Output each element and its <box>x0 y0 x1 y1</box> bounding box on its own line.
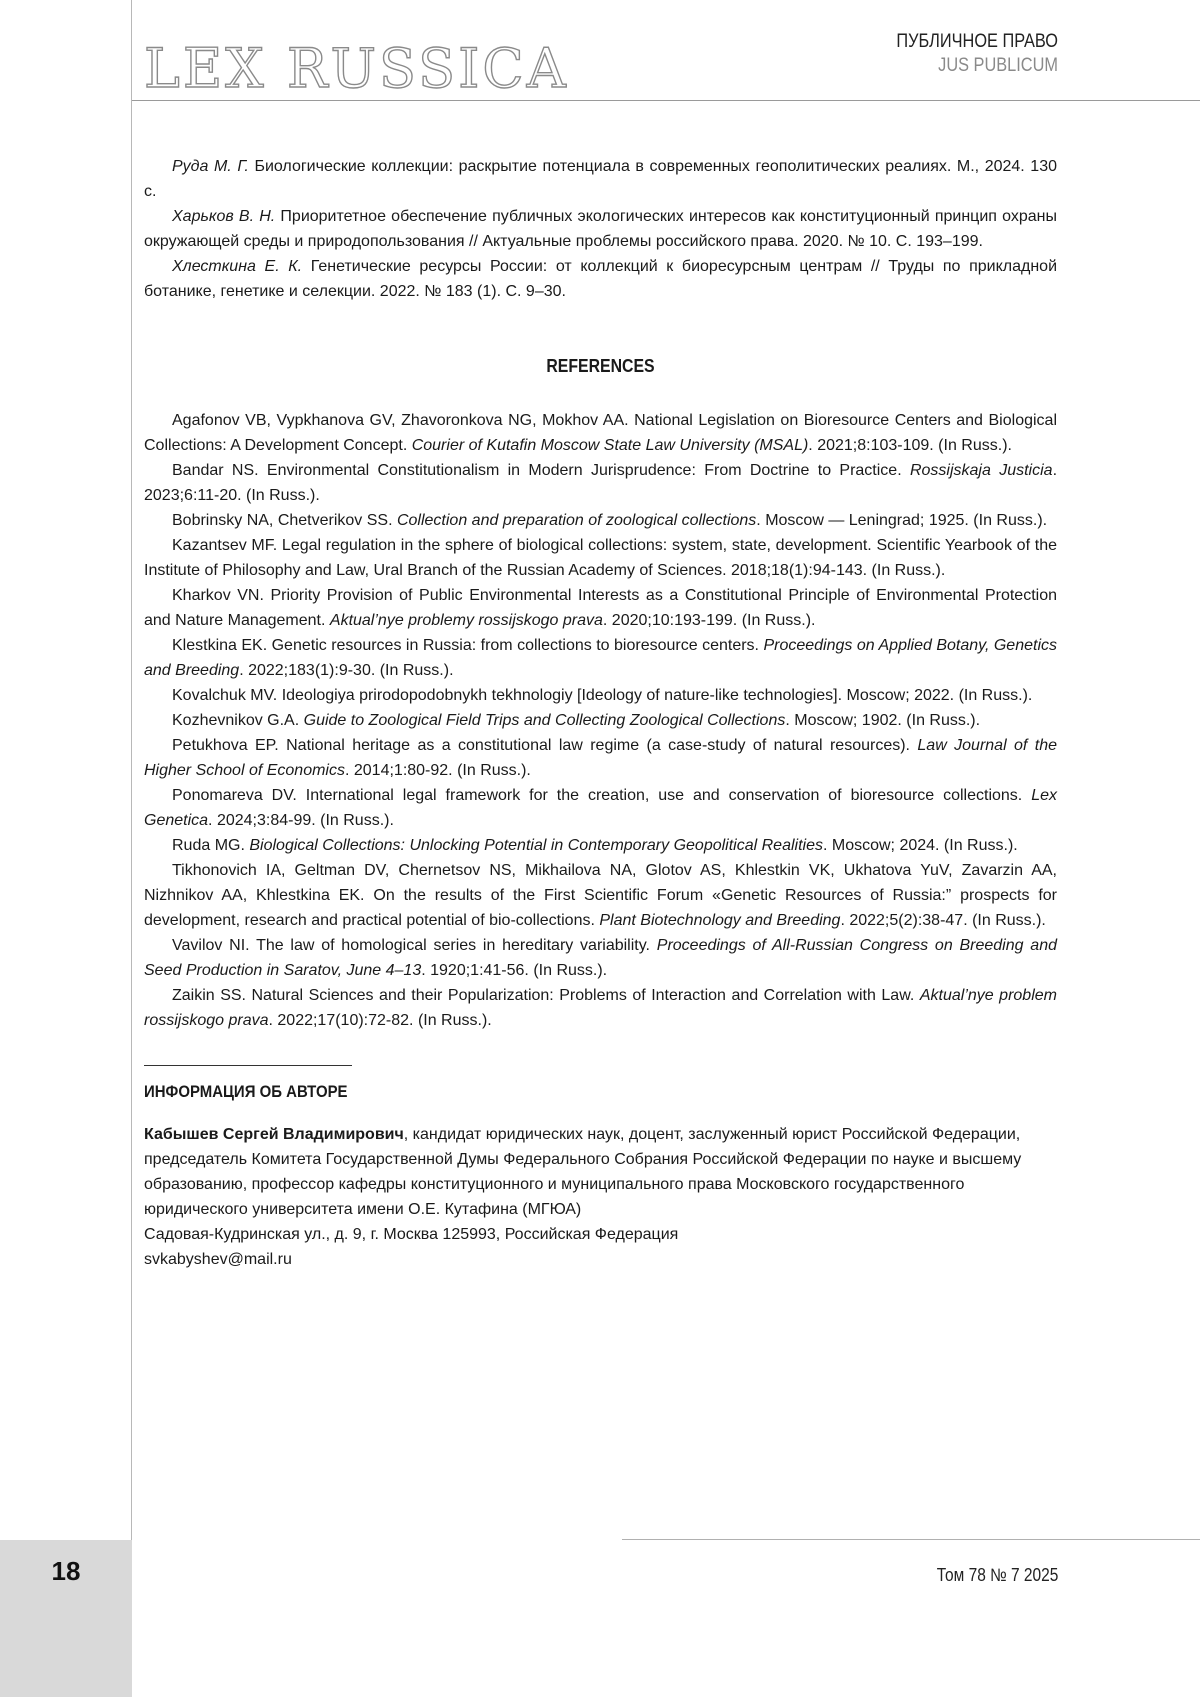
reference-text: Bandar NS. Environmental Constitutionalism in Modern Jurisprudence: From Doctrine to Practice. <box>172 462 910 479</box>
reference-source: Guide to Zoological Field Trips and Collecting Zoological Collections <box>303 712 786 729</box>
reference-item <box>144 458 1057 508</box>
reference-list <box>144 408 1057 1033</box>
reference-item <box>144 933 1057 983</box>
left-margin-strip <box>0 0 132 1697</box>
references-heading: REFERENCES <box>546 356 655 376</box>
russian-reference-item <box>144 154 1057 204</box>
reference-text: Kazantsev MF. Legal regulation in the sphere of biological collections: system, state, development. Scientific Yearbook of the Institute of Philosophy and Law, Ural Branch of the Russian Academy of Sciences. 2018;18(1):94-143. (In Russ.). <box>144 537 1057 579</box>
reference-text: . 2020;10:193-199. (In Russ.). <box>602 612 816 629</box>
reference-source: Collection and preparation of zoological collections <box>396 512 757 529</box>
reference-item <box>144 508 1057 533</box>
reference-text: Petukhova EP. National heritage as a constitutional law regime (a case-study of natural resources). <box>172 737 918 754</box>
reference-source: Proceedings on Applied Botany, Genetics and Breeding <box>144 637 1057 679</box>
author-name: Кабышев Сергей Владимирович <box>144 1126 404 1143</box>
reference-text: . Moscow — Leningrad; 1925. (In Russ.). <box>756 512 1048 529</box>
reference-author: Руда М. Г. <box>172 158 249 175</box>
reference-item <box>144 683 1057 708</box>
reference-author: Харьков В. Н. <box>172 208 276 225</box>
author-bio-text: , кандидат юридических наук, доцент, заслуженный юрист Российской Федерации, председатель Комитета Государственной Думы Федерального Собрания Российской Федерации по науке и высшему образованию, профессор кафедры конституционного и муниципального права Московского государственного юридического университета имени О.Е. Кутафина (МГЮА) <box>144 1126 1022 1218</box>
reference-text: Vavilov NI. The law of homological series in hereditary variability. <box>172 937 657 954</box>
journal-logo: LEX RUSSICA <box>144 37 569 100</box>
reference-text: Kozhevnikov G.A. <box>172 712 304 729</box>
reference-text: Klestkina EK. Genetic resources in Russia: from collections to bioresource centers. <box>172 637 764 654</box>
author-address: Садовая-Кудринская ул., д. 9, г. Москва 125993, Российская Федерация <box>144 1226 679 1243</box>
russian-reference-item <box>144 204 1057 254</box>
reference-text: . 2022;183(1):9-30. (In Russ.). <box>239 662 454 679</box>
reference-item <box>144 833 1057 858</box>
reference-text: Bobrinsky NA, Chetverikov SS. <box>172 512 397 529</box>
reference-text: Ponomareva DV. International legal framework for the creation, use and conservation of bioresource collections. <box>172 787 1032 804</box>
reference-text: Kharkov VN. Priority Provision of Public Environmental Interests as a Constitutional Principle of Environmental Protection and Nature Management. <box>144 587 1057 629</box>
footer-divider <box>622 1539 1200 1540</box>
reference-source: Aktual’nye problemy rossijskogo prava <box>329 612 603 629</box>
author-email[interactable]: svkabyshev@mail.ru <box>144 1251 292 1268</box>
reference-item <box>144 408 1057 458</box>
reference-text: . 2014;1:80-92. (In Russ.). <box>344 762 531 779</box>
section-title <box>896 30 1058 78</box>
author-section-divider <box>144 1065 352 1066</box>
reference-item <box>144 708 1057 733</box>
author-info-heading: ИНФОРМАЦИЯ ОБ АВТОРЕ <box>144 1082 348 1101</box>
reference-item <box>144 633 1057 683</box>
reference-source: Courier of Kutafin Moscow State Law University (MSAL) <box>411 437 809 454</box>
reference-text: Agafonov VB, Vypkhanova GV, Zhavoronkova NG, Mokhov AA. National Legislation on Bioresource Centers and Biological Collections: A Development Concept. <box>144 412 1057 454</box>
author-bio <box>144 1122 1057 1222</box>
reference-item <box>144 583 1057 633</box>
reference-item <box>144 858 1057 933</box>
reference-text: Биологические коллекции: раскрытие потенциала в современных геополитических реалиях. М., 2024. 130 с. <box>144 158 1057 200</box>
russian-reference-item <box>144 254 1057 304</box>
reference-source: Rossijskaja Justicia <box>909 462 1053 479</box>
reference-source: Biological Collections: Unlocking Potential in Contemporary Geopolitical Realities <box>249 837 823 854</box>
reference-text: . Moscow; 2024. (In Russ.). <box>822 837 1018 854</box>
reference-text: . 2022;17(10):72-82. (In Russ.). <box>268 1012 492 1029</box>
issue-info: Том 78 № 7 2025 <box>936 1565 1058 1585</box>
reference-text: Приоритетное обеспечение публичных экологических интересов как конституционный принцип охраны окружающей среды и природопользования // Актуальные проблемы российского права. 2020. № 10. С. 193–199. <box>144 208 1057 250</box>
page-content <box>144 154 1057 1272</box>
russian-reference-list <box>144 154 1057 304</box>
reference-text: Zaikin SS. Natural Sciences and their Popularization: Problems of Interaction and Correlation with Law. <box>172 987 920 1004</box>
reference-source: Aktual’nye problem rossijskogo prava <box>144 987 1057 1029</box>
reference-author: Хлесткина Е. К. <box>172 258 303 275</box>
reference-text: Tikhonovich IA, Geltman DV, Chernetsov NS, Mikhailova NA, Glotov AS, Khlestkin VK, Ukhatova YuV, Zavarzin AA, Nizhnikov AA, Khlestkina EK. On the results of the First Scientific Forum «Genetic Resources of Russia:” prospects for development, research and practical potential of bio-collections. <box>144 862 1057 929</box>
reference-text: . Moscow; 1902. (In Russ.). <box>785 712 981 729</box>
header-divider <box>132 100 1200 101</box>
page-number: 18 <box>51 1556 81 1586</box>
reference-item <box>144 783 1057 833</box>
reference-text: Генетические ресурсы России: от коллекций к биоресурсным центрам // Труды по прикладной ботанике, генетике и селекции. 2022. № 183 (1). С. 9–30. <box>144 258 1058 300</box>
section-title-latin: JUS PUBLICUM <box>938 55 1058 76</box>
reference-item <box>144 533 1057 583</box>
reference-text: . 2021;8:103-109. (In Russ.). <box>808 437 1012 454</box>
reference-text: . 1920;1:41-56. (In Russ.). <box>421 962 608 979</box>
reference-source: Proceedings of All-Russian Congress on Breeding and Seed Production in Saratov, June 4–13 <box>144 937 1058 979</box>
reference-source: Lex Genetica <box>144 787 1057 829</box>
reference-text: . 2022;5(2):38-47. (In Russ.). <box>840 912 1046 929</box>
reference-text: Ruda MG. <box>172 837 250 854</box>
reference-item <box>144 733 1057 783</box>
reference-source: Plant Biotechnology and Breeding <box>599 912 841 929</box>
reference-item <box>144 983 1057 1033</box>
reference-text: Kovalchuk MV. Ideologiya prirodopodobnykh tekhnologiy [Ideology of nature-like technologies]. Moscow; 2022. (In Russ.). <box>172 687 1033 704</box>
reference-source: Law Journal of the Higher School of Economics <box>144 737 1058 779</box>
author-info <box>144 1122 1057 1272</box>
reference-text: . 2023;6:11-20. (In Russ.). <box>144 462 1058 504</box>
reference-text: . 2024;3:84-99. (In Russ.). <box>208 812 394 829</box>
section-title-ru: ПУБЛИЧНОЕ ПРАВО <box>896 31 1058 52</box>
